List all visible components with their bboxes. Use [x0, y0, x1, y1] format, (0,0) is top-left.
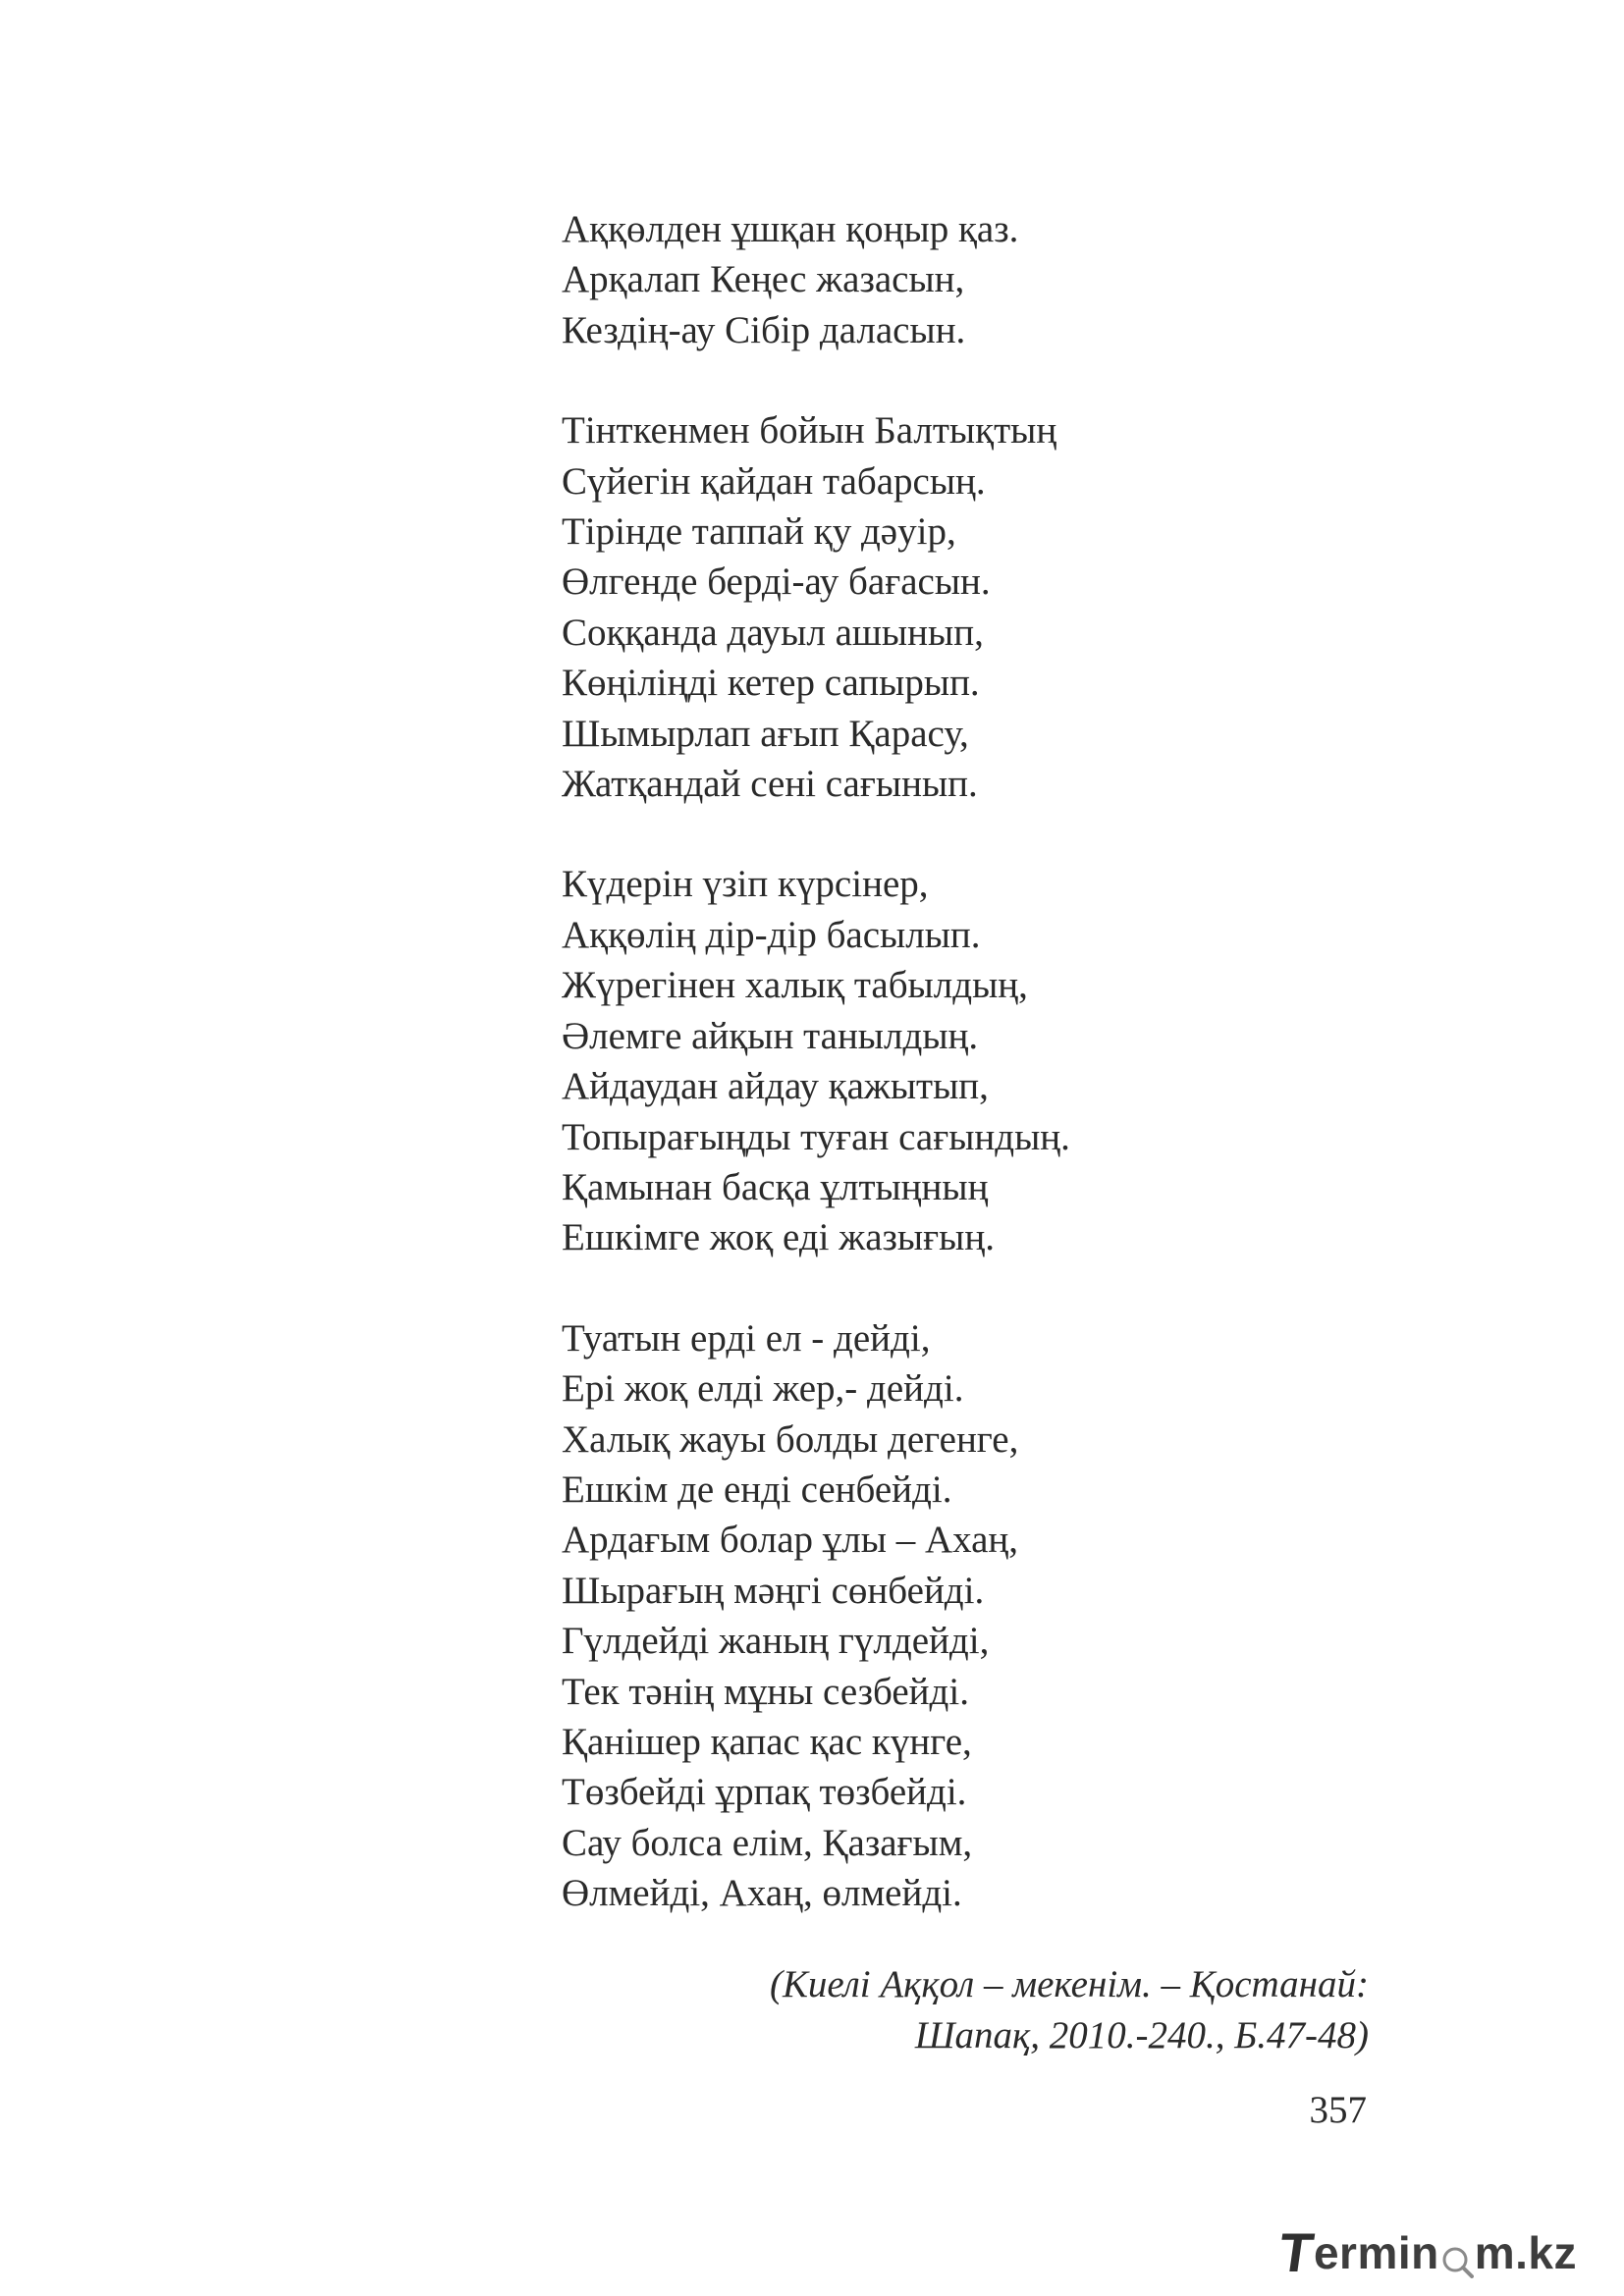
poem-line: Ардағым болар ұлы – Ахаң,	[562, 1519, 1019, 1562]
poem-line: Ері жоқ елді жер,- дейді.	[562, 1367, 964, 1411]
citation-line: Шапақ, 2010.-240., Б.47-48)	[914, 2014, 1369, 2056]
poem-line: Кездің-ау Сібір даласын.	[562, 308, 966, 351]
poem-line: Топырағыңды туған сағындың.	[562, 1115, 1070, 1158]
citation-line: (Киелі Аққол – мекенім. – Қостанай:	[770, 1963, 1369, 2005]
poem-line: Ешкімге жоқ еді жазығың.	[562, 1216, 995, 1259]
poem-line: Арқалап Кеңес жазасын,	[562, 258, 965, 301]
poem-line: Тірінде таппай қу дәуір,	[562, 510, 956, 554]
stanza	[562, 859, 1347, 1262]
poem	[562, 204, 1347, 1969]
stanza	[562, 1313, 1347, 1919]
poem-line: Күдерін үзіп күрсінер,	[562, 863, 929, 906]
poem-line: Шымырлап ағып Қарасу,	[562, 712, 969, 755]
poem-line: Халық жауы болды дегенге,	[562, 1417, 1019, 1461]
source-citation	[770, 1959, 1369, 2061]
poem-line: Тек тәнің мұны сезбейді.	[562, 1670, 969, 1713]
poem-line: Шырағың мәңгі сөнбейді.	[562, 1569, 985, 1612]
poem-line: Қанішер қапас қас күнге,	[562, 1720, 972, 1763]
poem-line: Тінткенмен бойын Балтықтың	[562, 409, 1057, 453]
poem-line: Әлемге айқын танылдың.	[562, 1014, 979, 1057]
poem-line: Сау болса елім, Қазағым,	[562, 1821, 973, 1864]
stanza	[562, 204, 1347, 355]
stanza	[562, 405, 1347, 809]
poem-line: Туатын ерді ел - дейді,	[562, 1316, 931, 1360]
watermark-logo	[1274, 2220, 1577, 2284]
poem-line: Көңіліңді кетер сапырып.	[562, 662, 980, 705]
poem-line: Өлмейді, Ахаң, өлмейді.	[562, 1872, 962, 1915]
poem-line: Айдаудан айдау қажытып,	[562, 1065, 989, 1108]
poem-line: Жүрегінен халық табылдың,	[562, 964, 1028, 1007]
poem-line: Соққанда дауыл ашынып,	[562, 611, 984, 654]
magnifier-icon	[1440, 2236, 1474, 2269]
poem-line: Аққөлден ұшқан қоңыр қаз.	[562, 208, 1019, 250]
poem-line: Жатқандай сені сағынып.	[562, 763, 978, 806]
poem-line: Өлгенде берді-ау бағасын.	[562, 561, 991, 604]
watermark-text-middle: ermin	[1313, 2226, 1439, 2278]
poem-line: Гүлдейді жаның гүлдейді,	[562, 1620, 990, 1663]
poem-line: Төзбейді ұрпақ төзбейді.	[562, 1771, 967, 1814]
watermark-text-end: m.kz	[1474, 2226, 1577, 2278]
page-number: 357	[1309, 2089, 1367, 2131]
poem-line: Сүйегін қайдан табарсың.	[562, 459, 986, 503]
watermark-letter-t: T	[1274, 2221, 1319, 2283]
poem-line: Аққөлің дір-дір басылып.	[562, 913, 981, 956]
poem-line: Ешкім де енді сенбейді.	[562, 1468, 952, 1511]
poem-line: Қамынан басқа ұлтыңның	[562, 1165, 989, 1208]
